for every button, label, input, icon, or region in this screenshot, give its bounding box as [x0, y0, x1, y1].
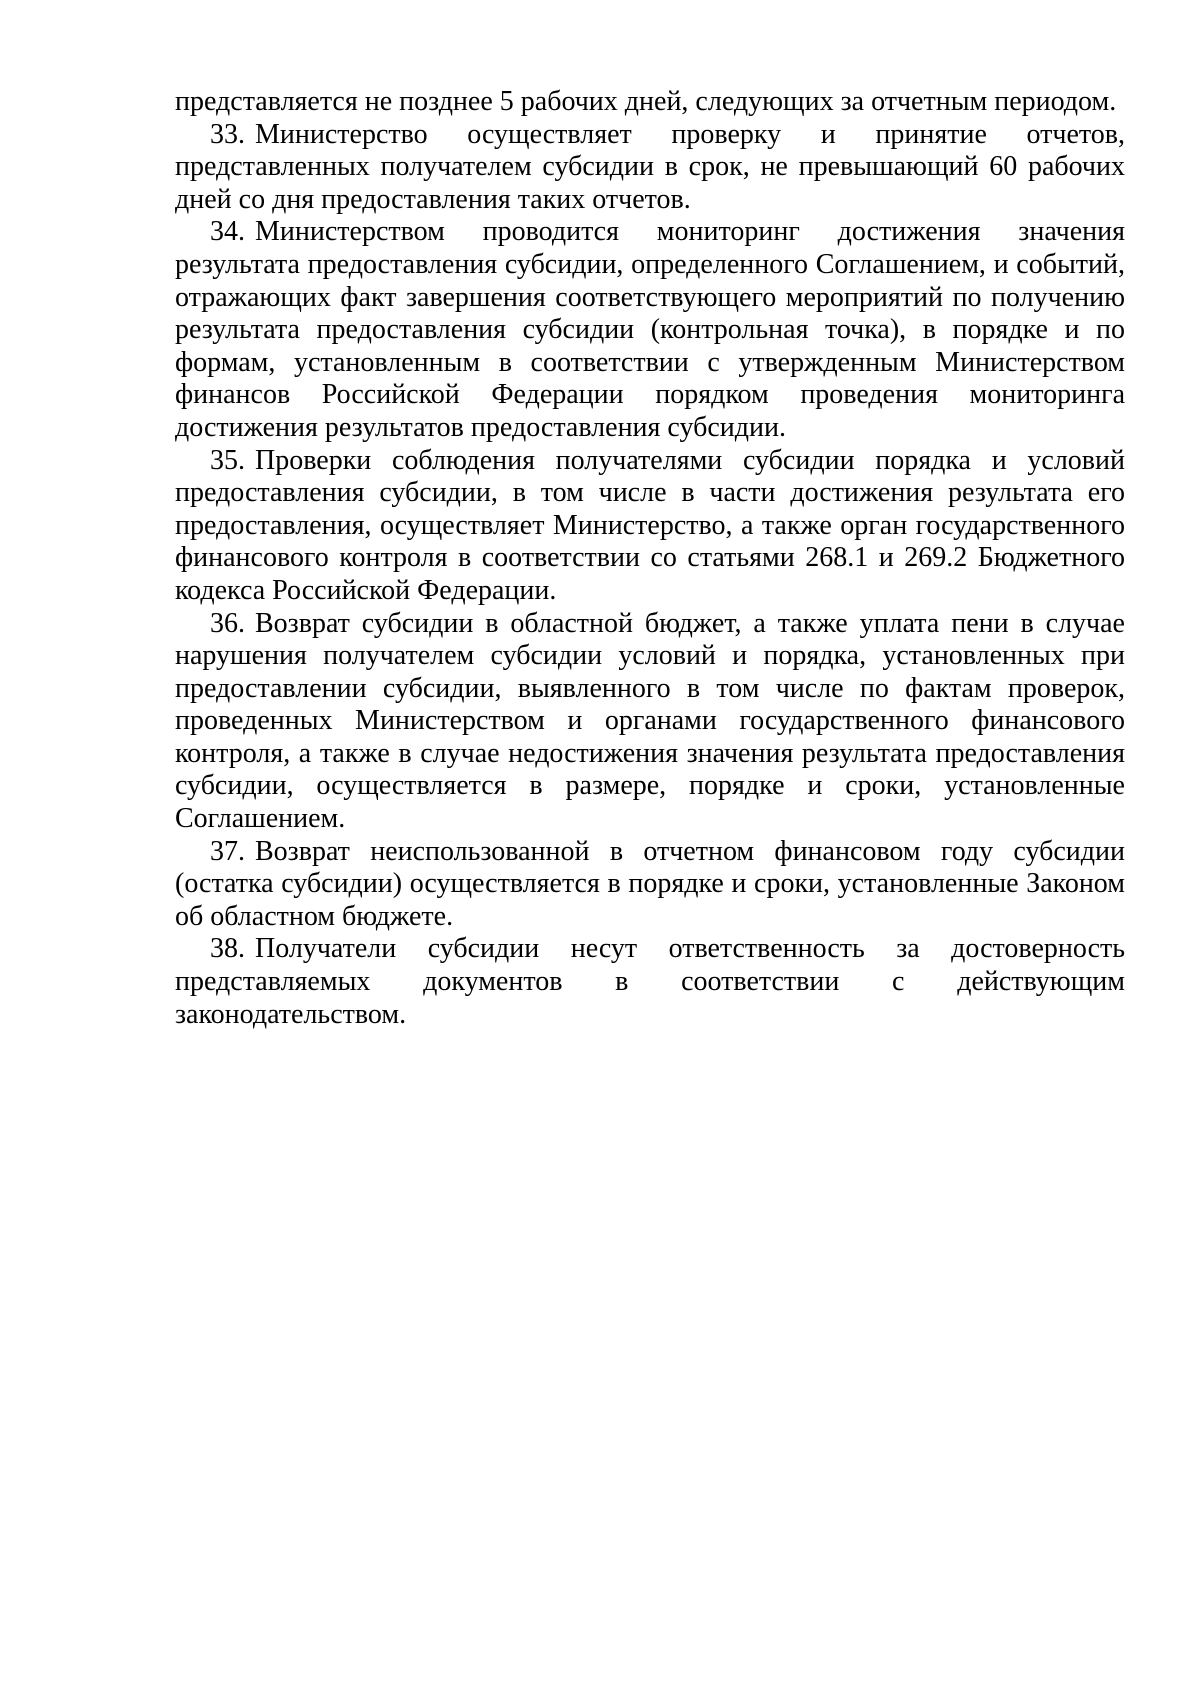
paragraph-text: Проверки соблюдения получателями субсидии порядка и условий предоставления субсидии, в том числе в части достижения результата его предоставления, осуществляет Министерство, а также орган государственного финансового контроля в соответствии со статьями 268.1 и 269.2 Бюджетного кодекса Российской Федерации.: [175, 444, 1125, 606]
paragraph-text: Получатели субсидии несут ответственность за достоверность представляемых документов в соответствии с действующим законодательством.: [175, 933, 1125, 1030]
paragraph-number: 35.: [210, 444, 245, 476]
paragraph-number: 34.: [210, 216, 245, 248]
paragraph-35: [175, 445, 1125, 608]
paragraph-text: Возврат неиспользованной в отчетном финансовом году субсидии (остатка субсидии) осуществляется в порядке и сроки, установленные Законом об областном бюджете.: [175, 835, 1125, 932]
paragraph-number: 38.: [210, 933, 245, 965]
paragraph-33: [175, 119, 1125, 217]
paragraph-36: [175, 608, 1125, 836]
paragraph-number: 33.: [210, 118, 245, 150]
paragraph-38: [175, 933, 1125, 1031]
paragraph-text: представляется не позднее 5 рабочих дней, следующих за отчетным периодом.: [175, 86, 1117, 117]
paragraph-number: 37.: [210, 835, 245, 867]
paragraph-34: [175, 216, 1125, 444]
paragraph-text: Возврат субсидии в областной бюджет, а также уплата пени в случае нарушения получателем субсидии условий и порядка, установленных при предоставлении субсидии, выявленного в том числе по фактам проверок, проведенных Министерством и органами государственного финансового контроля, а также в случае недостижения значения результата предоставления субсидии, осуществляется в размере, порядке и сроки, установленные Соглашением.: [175, 607, 1125, 835]
document-body: [175, 86, 1125, 1031]
paragraph-continuation: [175, 86, 1125, 119]
paragraph-37: [175, 836, 1125, 934]
paragraph-text: Министерство осуществляет проверку и принятие отчетов, представленных получателем субсидии в срок, не превышающий 60 рабочих дней со дня предоставления таких отчетов.: [175, 118, 1125, 215]
paragraph-text: Министерством проводится мониторинг достижения значения результата предоставления субсидии, определенного Соглашением, и событий, отражающих факт завершения соответствующего мероприятий по получению результата предоставления субсидии (контрольная точка), в порядке и по формам, установленным в соответствии с утвержденным Министерством финансов Российской Федерации порядком проведения мониторинга достижения результатов предоставления субсидии.: [175, 216, 1125, 443]
paragraph-number: 36.: [210, 607, 245, 639]
